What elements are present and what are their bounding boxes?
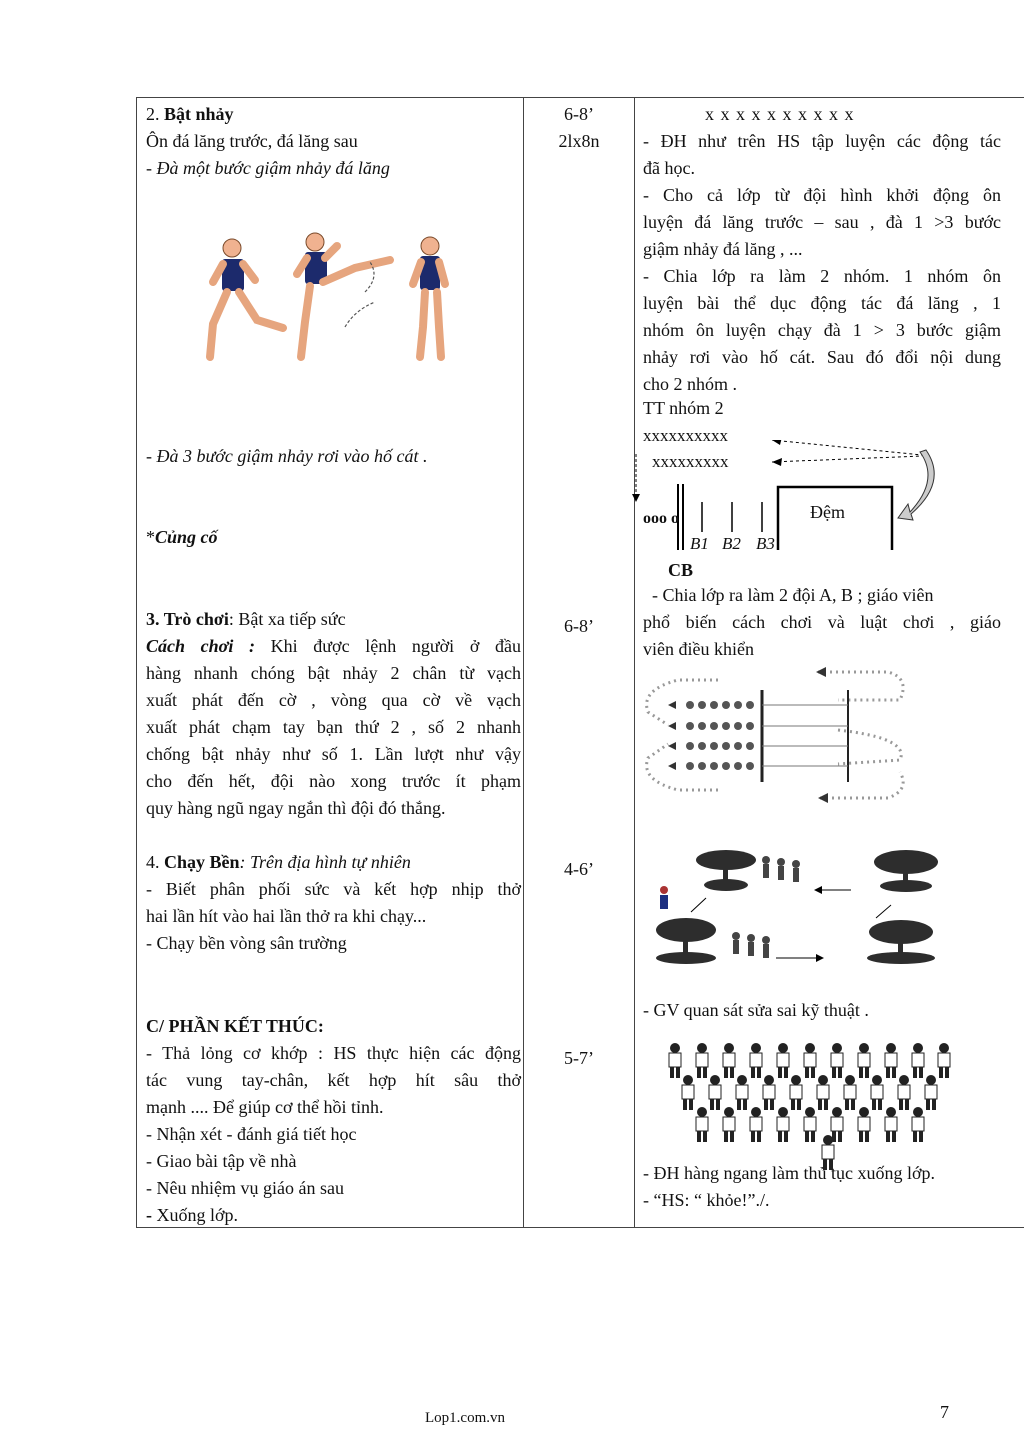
relay-game-diagram bbox=[638, 660, 918, 810]
s3-rules-line: xuất phát chạm tay bạn thứ 2 , số 2 nhanh bbox=[146, 717, 521, 737]
tree-icon bbox=[656, 918, 716, 964]
instruction-line: đã học. bbox=[643, 158, 695, 178]
instruction-line: viên điều khiển bbox=[643, 639, 754, 659]
tree-icon bbox=[874, 850, 938, 892]
instruction-line: - Chia lớp ra làm 2 nhóm. 1 nhóm ôn bbox=[643, 266, 1001, 286]
section-4-heading: 4. Chạy Bền: Trên địa hình tự nhiên bbox=[146, 852, 411, 872]
instruction-line: - “HS: “ khỏe!”./. bbox=[643, 1190, 770, 1210]
s2-line: - Đà 3 bước giậm nhảy rơi vào hố cát . bbox=[146, 446, 428, 466]
s3-rules-line: hàng nhanh chóng bật nhảy 2 chân từ vạch bbox=[146, 663, 521, 683]
c-line: - Xuống lớp. bbox=[146, 1205, 239, 1225]
instruction-line: nhóm ôn luyện chạy đà 1 > 3 bước giậm bbox=[643, 320, 1001, 340]
time-value: 5-7’ bbox=[564, 1048, 594, 1068]
s3-rules-line: cho đến hết, đội nào xong trước ít phạm bbox=[146, 771, 521, 791]
section-c-heading: C/ PHẦN KẾT THÚC: bbox=[146, 1016, 324, 1036]
long-jump-diagram bbox=[630, 440, 940, 550]
section-2-heading: 2. Bật nhảy bbox=[146, 104, 234, 124]
instruction-line: nhảy rơi vào hố cát. Sau đó đổi nội dung bbox=[643, 347, 1001, 367]
formation-row: xxxxxxxxxx bbox=[643, 426, 728, 445]
step-label: B3 bbox=[756, 534, 775, 553]
s4-line: - Chạy bền vòng sân trường bbox=[146, 933, 347, 953]
c-line: mạnh .... Để giúp cơ thể hồi tỉnh. bbox=[146, 1097, 384, 1117]
time-value: 6-8’ bbox=[564, 616, 594, 636]
tree-icon bbox=[867, 920, 935, 964]
cungco-label: *Củng cố bbox=[146, 527, 218, 547]
time-value: 6-8’ bbox=[564, 104, 594, 124]
instruction-line: - Cho cả lớp từ đội hình khởi động ôn bbox=[643, 185, 1001, 205]
column-divider bbox=[523, 98, 524, 1227]
arrow-down-icon bbox=[632, 494, 640, 502]
curved-arrow-icon bbox=[898, 450, 934, 520]
s4-line: hai lần hít vào hai lần thở ra khi chạy... bbox=[146, 906, 427, 926]
c-line: - Giao bài tập về nhà bbox=[146, 1151, 297, 1171]
kick-illustration bbox=[205, 232, 460, 364]
instruction-line: - ĐH hàng ngang làm thủ tục xuống lớp. bbox=[643, 1163, 935, 1183]
instruction-line: luyện đá lăng trước – sau , đà 1 >3 bước bbox=[643, 212, 1001, 232]
instruction-line: luyện bài thể dục động tác đá lăng , 1 bbox=[643, 293, 1001, 313]
instruction-line: phổ biến cách chơi và luật chơi , giáo bbox=[643, 612, 1001, 632]
c-line: - Nhận xét - đánh giá tiết học bbox=[146, 1124, 357, 1144]
start-marks: ooo o bbox=[643, 510, 679, 527]
instruction-line: giậm nhảy đá lăng , ... bbox=[643, 239, 803, 259]
column-divider bbox=[634, 98, 635, 1227]
instruction-line: - ĐH như trên HS tập luyện các động tác bbox=[643, 131, 1001, 151]
footer-site: Lop1.com.vn bbox=[425, 1410, 505, 1426]
s2-line: Ôn đá lăng trước, đá lăng sau bbox=[146, 131, 358, 151]
s3-rules-line: chống bật nhảy như số 1. Lần lượt như vậy bbox=[146, 744, 521, 764]
c-line: - Thả lỏng cơ khớp : HS thực hiện các động bbox=[146, 1043, 521, 1063]
step-label: B2 bbox=[722, 534, 741, 553]
s4-line: - Biết phân phối sức và kết hợp nhịp thở bbox=[146, 879, 521, 899]
time-value: 2lx8n bbox=[558, 131, 600, 151]
step-label: B1 bbox=[690, 534, 709, 553]
s2-line: - Đà một bước giậm nhảy đá lăng bbox=[146, 158, 390, 178]
pit-label: Đệm bbox=[810, 502, 845, 522]
formation-row: xxxxxxxxx bbox=[652, 452, 729, 471]
class-formation-illustration bbox=[660, 1040, 960, 1170]
time-value: 4-6’ bbox=[564, 859, 594, 879]
formation-x-row: x x x x x x x x x x bbox=[705, 104, 855, 124]
tree-icon bbox=[696, 850, 756, 891]
c-line: - Nêu nhiệm vụ giáo án sau bbox=[146, 1178, 344, 1198]
page-number: 7 bbox=[940, 1402, 949, 1422]
group-label: TT nhóm 2 bbox=[643, 398, 724, 418]
instruction-line: - GV quan sát sửa sai kỹ thuật . bbox=[643, 1000, 869, 1020]
start-line-label: CB bbox=[668, 560, 694, 580]
c-line: tác vung tay-chân, kết hợp hít sâu thở bbox=[146, 1070, 521, 1090]
instruction-line: - Chia lớp ra làm 2 đội A, B ; giáo viên bbox=[643, 585, 934, 605]
instruction-line: cho 2 nhóm . bbox=[643, 374, 737, 394]
section-3-heading: 3. Trò chơi: Bật xa tiếp sức bbox=[146, 609, 346, 629]
running-illustration bbox=[636, 840, 956, 975]
s3-rules-line: Cách chơi : Khi được lệnh người ở đầu bbox=[146, 636, 521, 656]
s3-rules-line: quy hàng ngũ ngay ngắn thì đội đó thắng. bbox=[146, 798, 446, 818]
s3-rules-line: xuất phát đến cờ , vòng qua cờ về vạch bbox=[146, 690, 521, 710]
